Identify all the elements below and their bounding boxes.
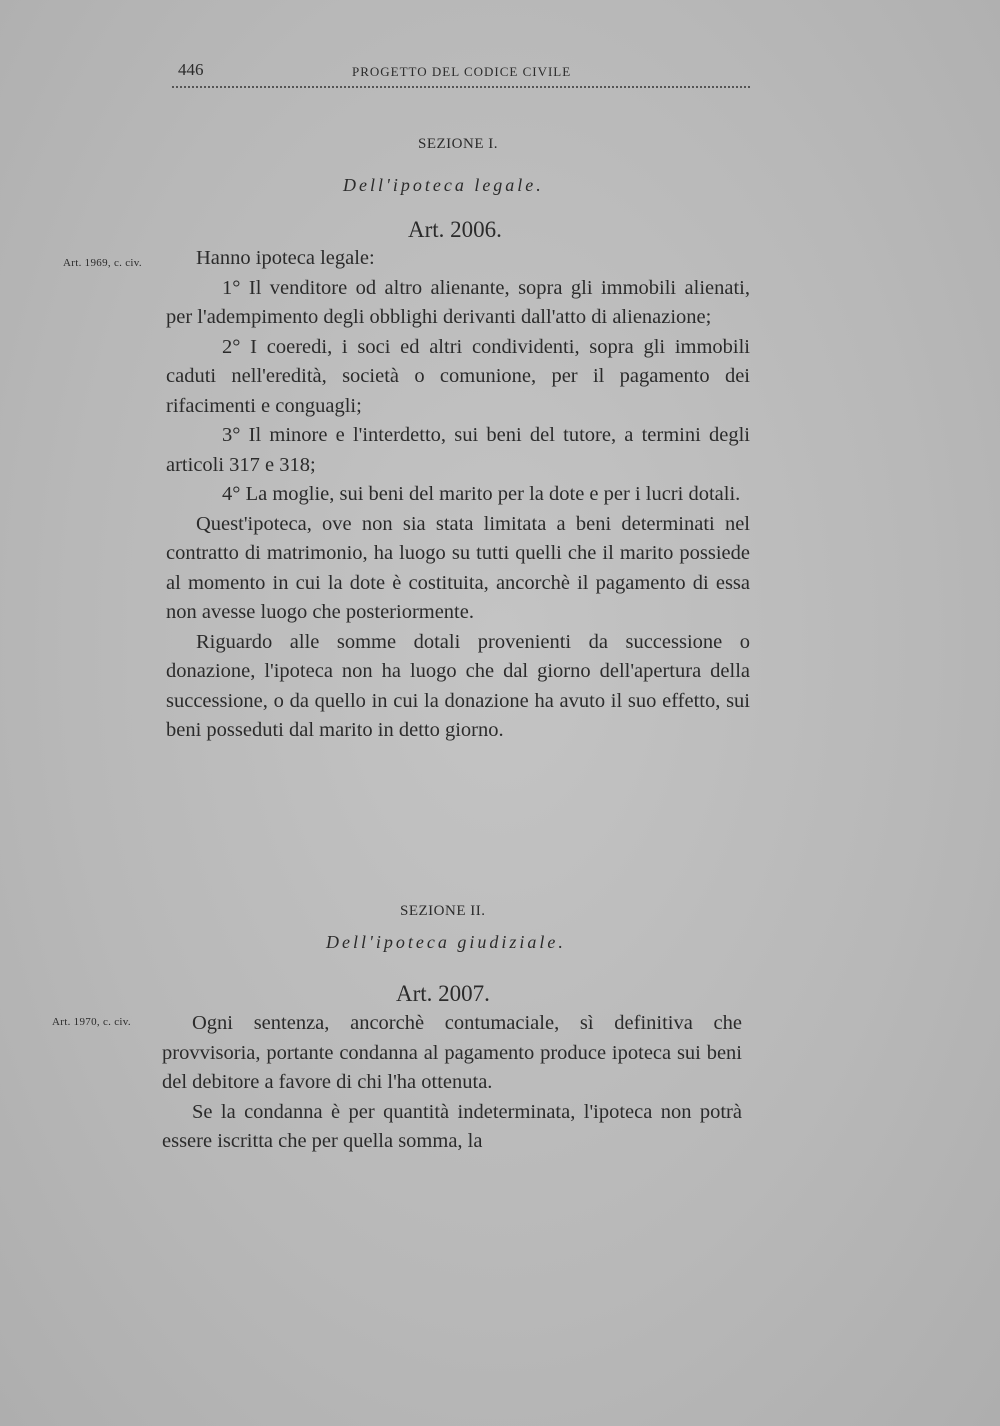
- margin-note: Art. 1969, c. civ.: [63, 257, 142, 269]
- paragraph: 1° Il venditore od altro alienante, sopra gli immobili alienati, per l'adempimento degli obblighi derivanti dall'atto di alienazione;: [166, 276, 750, 328]
- paragraph: Riguardo alle somme dotali provenienti da successione o donazione, l'ipoteca non ha luogo che dal giorno dell'apertura della successione, o da quello in cui la donazione ha avuto il suo effetto, sui beni posseduti dal marito in detto giorno.: [166, 630, 750, 741]
- paragraph: Quest'ipoteca, ove non sia stata limitata a beni determinati nel contratto di matrimonio, ha luogo su tutti quelli che il marito possiede al momento in cui la dote è costituita, ancorchè il pagamento di essa non avesse luogo che posteriormente.: [166, 512, 750, 623]
- article-title: Art. 2006.: [408, 217, 502, 242]
- paragraph: Se la condanna è per quantità indeterminata, l'ipoteca non potrà essere iscritta che per quella somma, la: [162, 1100, 742, 1152]
- section-subtitle: Dell'ipoteca giudiziale.: [326, 932, 566, 952]
- paragraph: Hanno ipoteca legale:: [196, 247, 375, 269]
- page-number: 446: [178, 60, 204, 79]
- section-heading: SEZIONE I.: [418, 136, 498, 152]
- section-subtitle: Dell'ipoteca legale.: [343, 175, 544, 195]
- article-body: [162, 1009, 742, 1157]
- margin-note: Art. 1970, c. civ.: [52, 1016, 131, 1028]
- paragraph: 2° I coeredi, i soci ed altri condividenti, sopra gli immobili caduti nell'eredità, società o comunione, per il pagamento dei rifacimenti e conguagli;: [166, 335, 750, 417]
- running-title: PROGETTO DEL CODICE CIVILE: [352, 64, 572, 79]
- section-heading: SEZIONE II.: [400, 903, 486, 919]
- paragraph: 3° Il minore e l'interdetto, sui beni del tutore, a termini degli articoli 317 e 318;: [166, 424, 750, 476]
- article-title: Art. 2007.: [396, 981, 490, 1006]
- paragraph: 4° La moglie, sui beni del marito per la dote e per i lucri dotali.: [222, 483, 741, 505]
- paragraph: Ogni sentenza, ancorchè contumaciale, sì definitiva che provvisoria, portante condanna al pagamento produce ipoteca sui beni del debitore a favore di chi l'ha ottenuta.: [162, 1012, 742, 1093]
- article-body: [166, 244, 750, 746]
- page-header: [172, 58, 750, 88]
